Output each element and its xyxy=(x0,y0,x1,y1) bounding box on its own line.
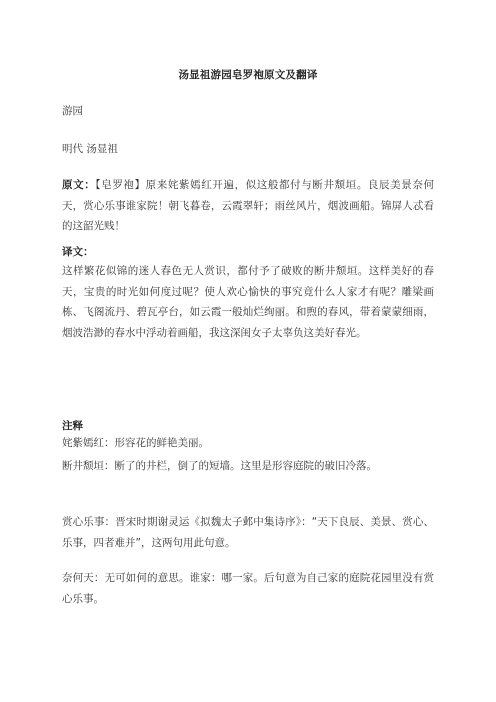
original-label: 原文： xyxy=(62,179,96,191)
note-item: 奈何天：无可如何的意思。谁家：哪一家。后句意为自己家的庭院花园里没有赏心乐事。 xyxy=(62,572,434,605)
original-text: 【皂罗袍】原来姹紫嫣红开遍，似这般都付与断井颓垣。良辰美景奈何天，赏心乐事谁家院！朝飞暮卷，云霞翠轩；雨丝风片，烟波画船。锦屏人忒看的这韶光贱！ xyxy=(62,179,435,232)
notes-label: 注释 xyxy=(62,420,83,432)
poem-title: 游园 xyxy=(62,105,83,117)
note-item: 姹紫嫣红：形容花的鲜艳美丽。 xyxy=(62,437,209,449)
note-item: 赏心乐事：晋宋时期谢灵运《拟魏太子邺中集诗序》：“天下良辰、美景、赏心、乐事，四者难并”，这两句用此句意。 xyxy=(62,516,434,549)
author-line: 明代 汤显祖 xyxy=(62,143,118,155)
translation-label: 译文： xyxy=(62,246,94,258)
translation-text: 这样繁花似锦的迷人春色无人赏识，都付予了破败的断井颓垣。这样美好的春天，宝贵的时光如何度过呢？使人欢心愉快的事究竟什么人家才有呢？雕梁画栋、飞阁流丹、碧瓦亭台，如云霞一般灿烂绚丽。和煦的春风，带着蒙蒙细雨，烟波浩渺的春水中浮动着画船，我这深闺女子太辜负这美好春光。 xyxy=(62,265,434,339)
document-title: 汤显祖游园皂罗袍原文及翻译 xyxy=(178,69,318,81)
original-paragraph xyxy=(62,175,434,237)
note-item: 断井颓垣：断了的井栏，倒了的短墙。这里是形容庭院的破旧冷落。 xyxy=(62,460,377,472)
